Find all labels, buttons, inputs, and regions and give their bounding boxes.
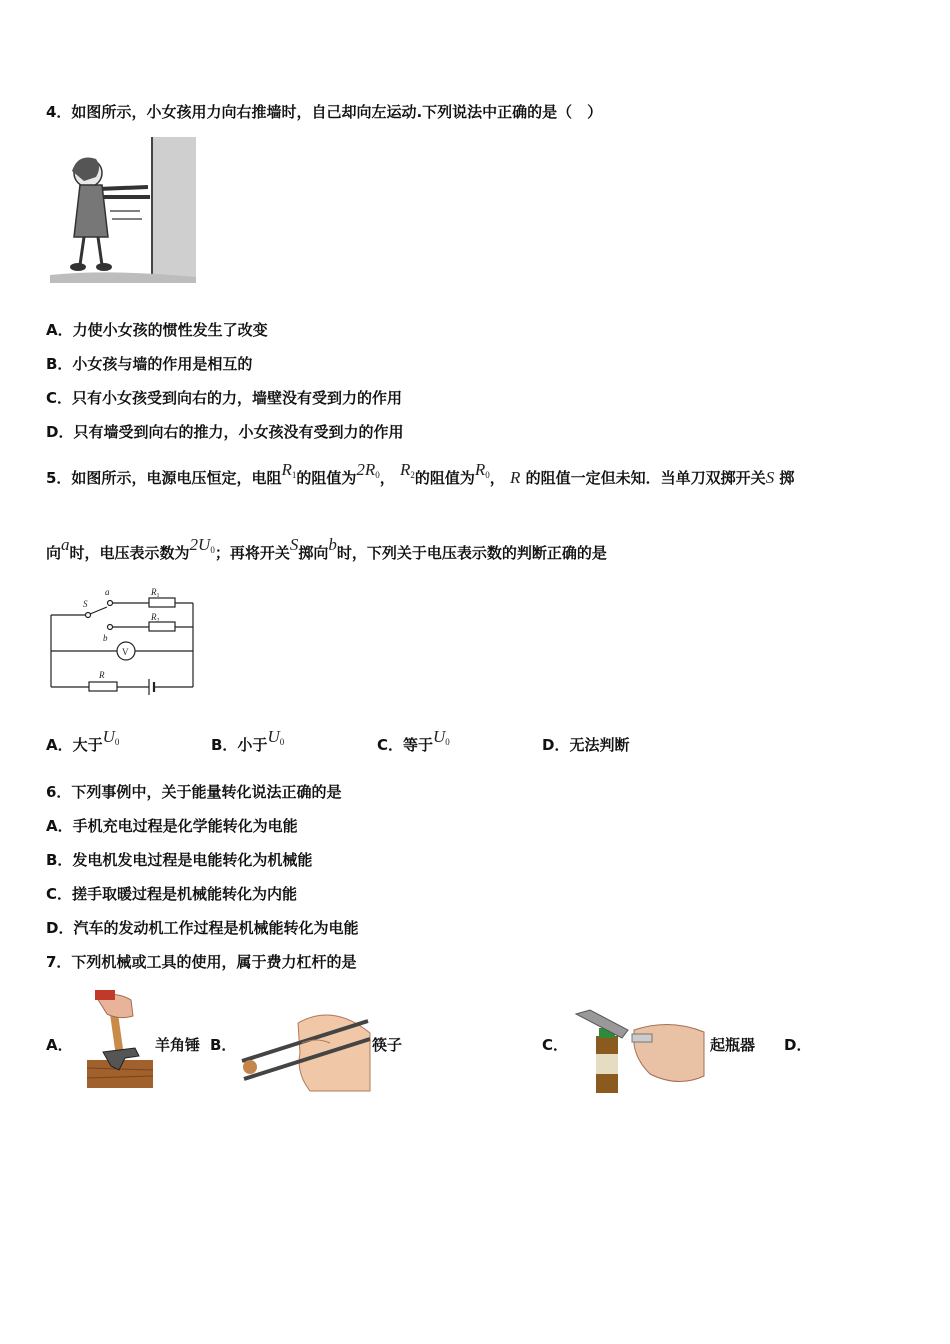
q5-math-r: R [510, 468, 521, 487]
q5-math-s: S [765, 468, 775, 487]
bottle-opener-image [570, 1008, 710, 1093]
q6-option-a: A．手机充电过程是化学能转化为电能 [46, 817, 298, 835]
q5-text-3: ， [379, 469, 395, 487]
circuit-label-r1: $R_1$ [151, 587, 160, 599]
q5-text-7: 掷 [779, 469, 795, 487]
q5-math-2r0: 2R0 [356, 460, 380, 480]
q5-option-a-math: U0 [102, 727, 120, 747]
q7-option-b-text: 筷子 [372, 1036, 403, 1054]
q5-math-b: b [328, 535, 337, 554]
circuit-label-v: V [122, 647, 129, 657]
q5-text-8: 向 [46, 544, 62, 562]
q5-math-s2: S [289, 535, 299, 554]
q5-math-r0: R0 [474, 460, 490, 480]
girl-pushing-wall-illustration [50, 137, 196, 283]
q4-option-a: A．力使小女孩的惯性发生了改变 [46, 321, 268, 339]
q5-option-c: C．等于U0 [377, 727, 450, 754]
q7-option-c-label: C． [542, 1036, 569, 1054]
q5-stem-line1 [46, 460, 795, 490]
q4-option-d: D．只有墙受到向右的推力，小女孩没有受到力的作用 [46, 423, 404, 441]
q5-math-r1: R1 [281, 460, 297, 480]
q7-stem: 7．下列机械或工具的使用，属于费力杠杆的是 [46, 953, 357, 971]
q4-stem: 4．如图所示，小女孩用力向右推墙时，自己却向左运动.下列说法中正确的是（ ） [46, 103, 603, 121]
q5-text-6: 的阻值一定但未知．当单刀双掷开关 [525, 469, 766, 487]
q5-option-a: A．大于U0 [46, 727, 120, 754]
q5-math-r2: R2 [400, 460, 415, 480]
girl-pushing-wall-figure [50, 137, 196, 283]
q6-option-b: B．发电机发电过程是电能转化为机械能 [46, 851, 313, 869]
q6-option-c: C．搓手取暖过程是机械能转化为内能 [46, 885, 298, 903]
circuit-label-r2: $R_2$ [151, 612, 160, 624]
q5-text-12: 时，下列关于电压表示数的判断正确的是 [336, 544, 607, 562]
q6-option-d: D．汽车的发动机工作过程是机械能转化为电能 [46, 919, 359, 937]
q6-stem: 6．下列事例中，关于能量转化说法正确的是 [46, 783, 342, 801]
q5-circuit-diagram [45, 585, 200, 695]
q7-option-a-text: 羊角锤 [155, 1036, 201, 1054]
q7-option-d-label: D． [784, 1036, 812, 1054]
q5-option-b: B．小于U0 [211, 727, 285, 754]
q7-option-a-label: A． [46, 1036, 73, 1054]
q5-text-10: ；再将开关 [214, 544, 290, 562]
q7-option-c-text: 起瓶器 [710, 1036, 756, 1054]
q5-math-2u0: 2U0 [189, 535, 215, 555]
q5-text-4: 的阻值为 [414, 469, 475, 487]
q5-option-c-math: U0 [433, 727, 450, 747]
q7-option-b-label: B． [210, 1036, 237, 1054]
q5-option-b-math: U0 [267, 727, 285, 747]
q5-text-11: 掷向 [298, 544, 329, 562]
q4-option-b: B．小女孩与墙的作用是相互的 [46, 355, 253, 373]
q5-text-2: 的阻值为 [296, 469, 357, 487]
circuit-label-a: a [105, 587, 110, 597]
q4-option-c: C．只有小女孩受到向右的力，墙壁没有受到力的作用 [46, 389, 403, 407]
q5-stem-line2 [46, 535, 607, 565]
circuit-label-b: b [103, 633, 108, 643]
circuit-label-r: R [99, 670, 105, 680]
q5-text-5: ， [489, 469, 505, 487]
q5-math-a: a [61, 535, 70, 554]
q5-text-9: 时，电压表示数为 [69, 544, 190, 562]
circuit-label-s: S [83, 599, 88, 609]
q5-text-1: 5．如图所示，电源电压恒定，电阻 [46, 469, 282, 487]
q5-option-d: D．无法判断 [542, 736, 630, 754]
chopsticks-image [238, 1003, 373, 1093]
claw-hammer-image [85, 990, 155, 1090]
